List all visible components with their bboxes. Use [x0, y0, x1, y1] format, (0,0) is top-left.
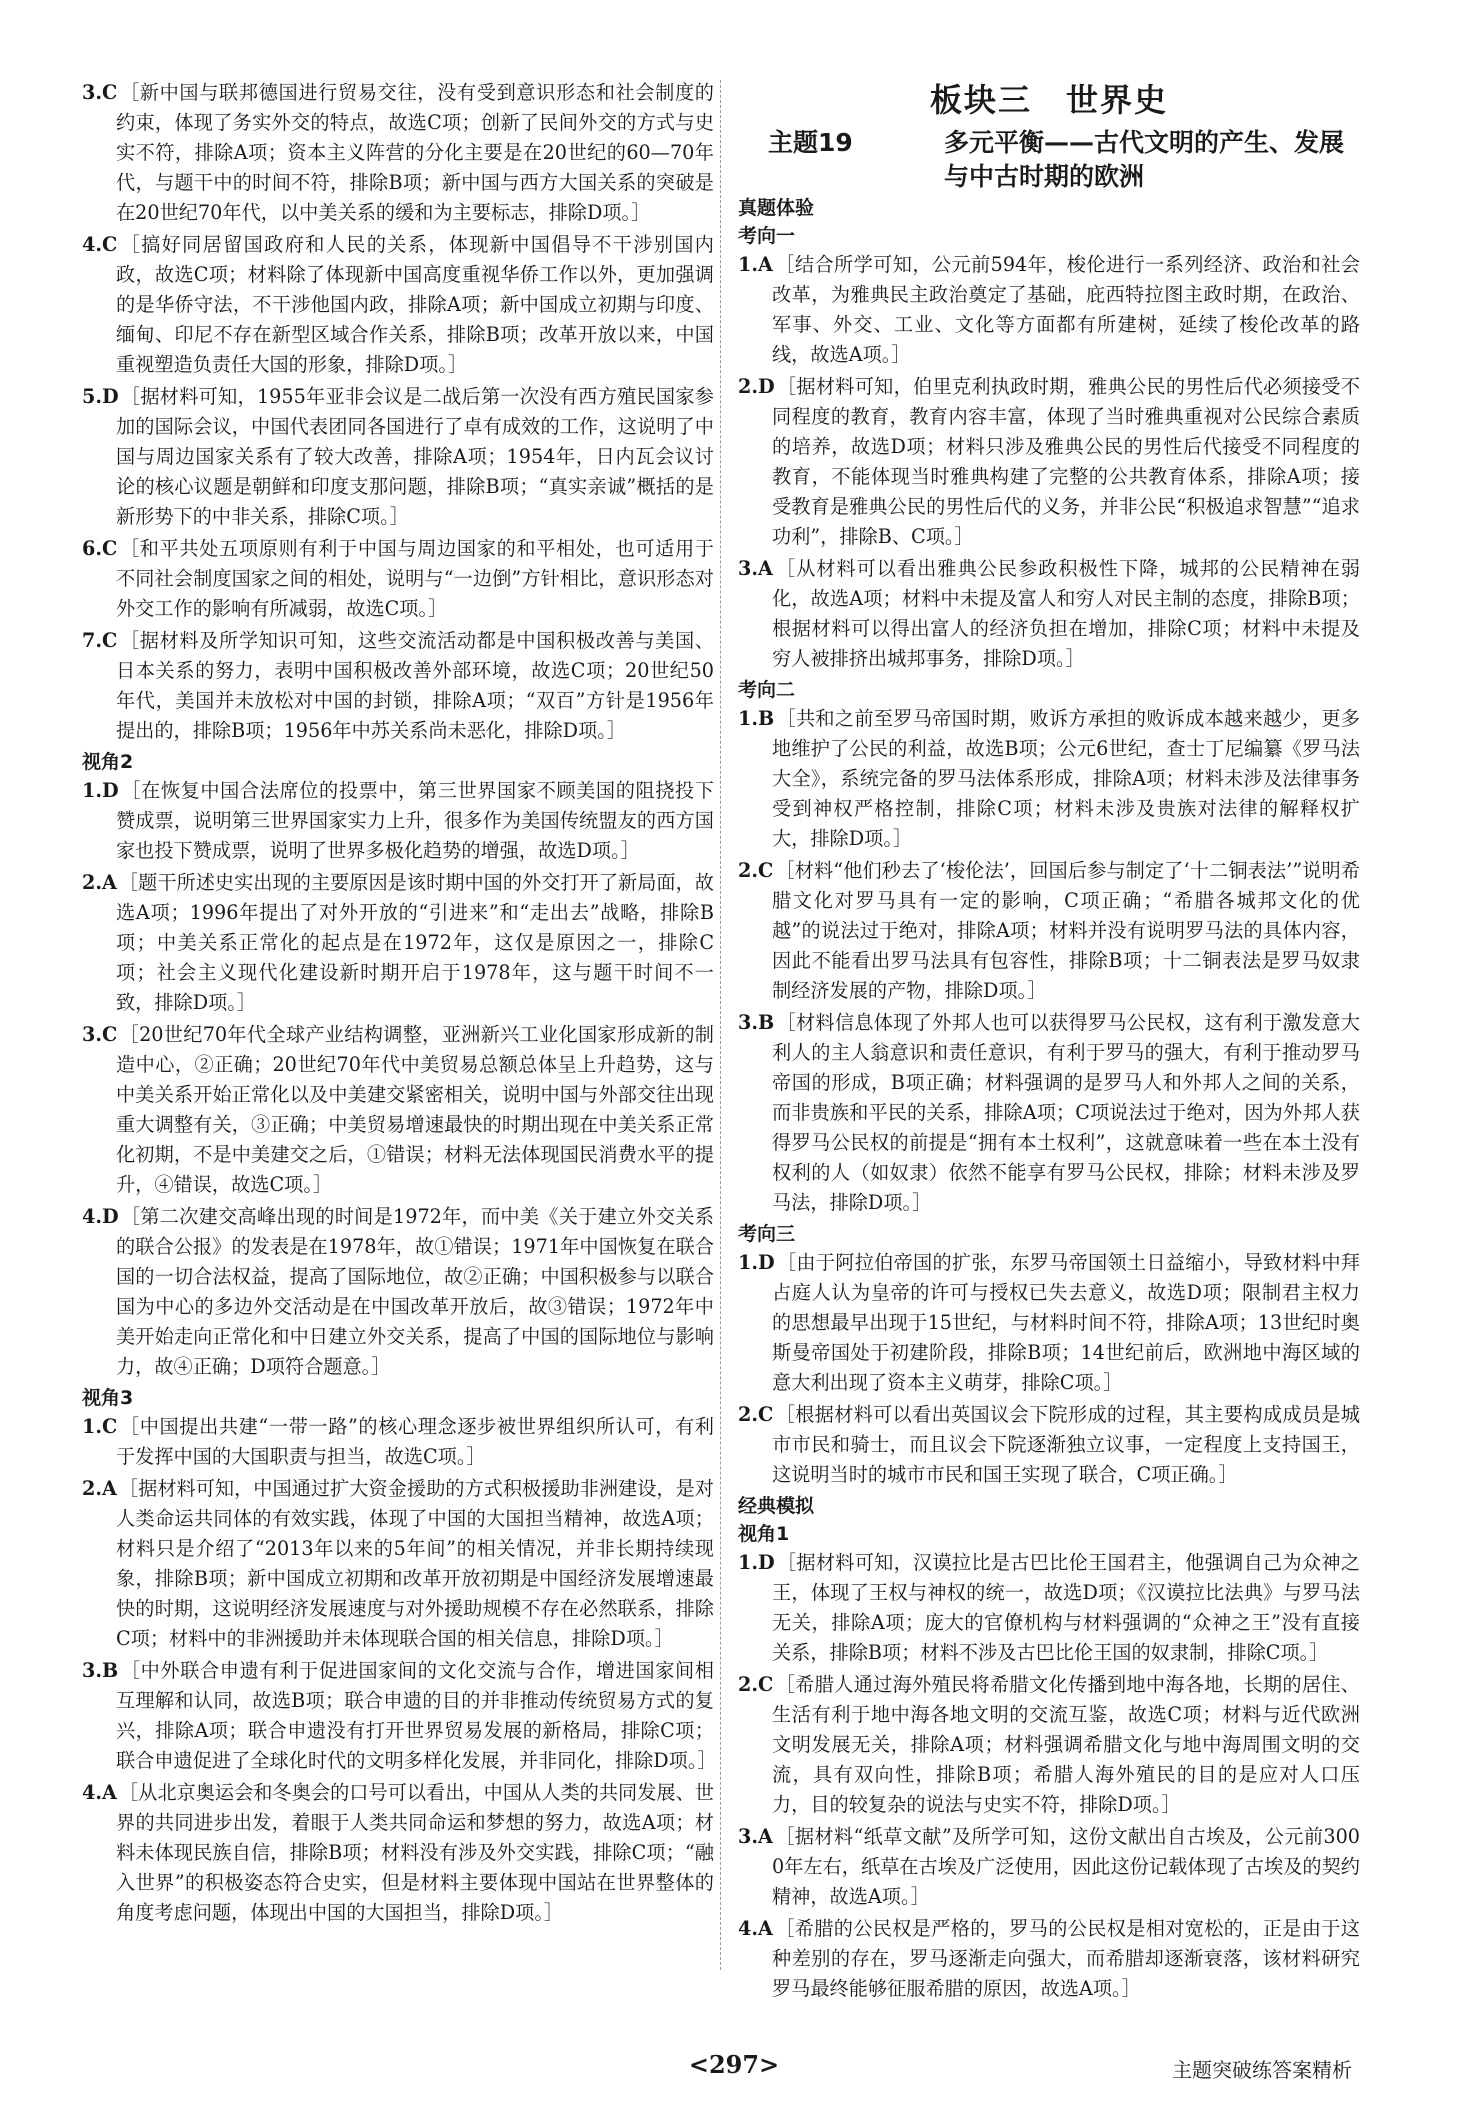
question-number: 6. [82, 537, 103, 560]
column-divider [720, 80, 721, 1970]
answer-letter: A [758, 1917, 773, 1940]
answer-list-shijiao1 [82, 78, 714, 746]
answer-list-shijiao3 [82, 1412, 717, 1928]
answer-item [82, 230, 714, 380]
answer-letter: C [102, 629, 118, 652]
answer-item [82, 1474, 714, 1654]
question-number: 4. [82, 1781, 103, 1804]
question-number: 2. [82, 1477, 103, 1500]
answer-item [738, 1914, 1360, 2004]
right-column [738, 78, 1360, 2006]
answer-explanation: ［材料“他们秒去了‘梭伦法’，回国后参与制定了‘十二铜表法’”说明希腊文化对罗马具有一定的影响，C项正确；“希腊各城邦文化的优越”的说法过于绝对，排除A项；材料并没有说明罗马法的具体内容，因此不能看出罗马法具有包容性，排除B项；十二铜表法是罗马奴隶制经济发展的产物，排除D项。］ [772, 859, 1360, 1002]
answer-item [738, 554, 1360, 674]
answer-item [738, 1822, 1360, 1912]
answer-explanation: ［在恢复中国合法席位的投票中，第三世界国家不顾美国的阻挠投下赞成票，说明第三世界国家实力上升，很多作为美国传统盟友的西方国家也投下赞成票，说明了世界多极化趋势的增强，故选D项。］ [116, 779, 714, 862]
answer-letter: C [102, 233, 118, 256]
question-number: 3. [82, 1023, 103, 1046]
answer-letter: A [758, 253, 773, 276]
answer-explanation: ［据材料可知，中国通过扩大资金援助的方式积极援助非洲建设，是对人类命运共同体的有效实践，体现了中国的大国担当精神，故选A项；材料只是介绍了“2013年以来的5年间”的相关情况，并非长期持续现象，排除B项；新中国成立初期和改革开放初期是中国经济发展增速最快的时期，这说明经济发展速度与对外援助规模不存在必然联系，排除C项；材料中的非洲援助并未体现联合国的相关信息，排除D项。］ [116, 1477, 714, 1650]
answer-item [738, 250, 1360, 370]
answer-item [82, 382, 714, 532]
answer-explanation: ［从北京奥运会和冬奥会的口号可以看出，中国从人类的共同发展、世界的共同进步出发，着眼于人类共同命运和梦想的努力，故选A项；材料未体现民族自信，排除B项；材料没有涉及外交实践，排除C项；“融入世界”的积极姿态符合史实，但是材料主要体现中国站在世界整体的角度考虑问题，体现出中国的大国担当，排除D项。］ [116, 1781, 714, 1924]
answer-item [738, 856, 1360, 1006]
answer-explanation: ［共和之前至罗马帝国时期，败诉方承担的败诉成本越来越少，更多地维护了公民的利益，故选B项；公元6世纪，查士丁尼编纂《罗马法大全》，系统完备的罗马法体系形成，排除A项；材料未涉及法律事务受到神权严格控制，排除C项；材料未涉及贵族对法律的解释权扩大，排除D项。］ [772, 707, 1360, 850]
question-number: 5. [82, 385, 103, 408]
answer-explanation: ［希腊的公民权是严格的，罗马的公民权是相对宽松的，正是由于这种差别的存在，罗马逐渐走向强大，而希腊却逐渐衰落，该材料研究罗马最终能够征服希腊的原因，故选A项。］ [772, 1917, 1360, 2000]
answer-explanation: ［据材料可知，伯里克利执政时期，雅典公民的男性后代必须接受不同程度的教育，教育内容丰富，体现了当时雅典重视对公民综合素质的培养，故选D项；材料只涉及雅典公民的男性后代接受不同程度的教育，不能体现当时雅典构建了完整的公共教育体系，排除A项；接受教育是雅典公民的男性后代的义务，并非公民“积极追求智慧”“追求功利”，排除B、C项。］ [772, 375, 1360, 548]
answer-item [82, 868, 714, 1018]
answer-letter: C [102, 81, 118, 104]
question-number: 1. [738, 253, 759, 276]
answer-item [738, 372, 1360, 552]
answer-explanation: ［材料信息体现了外邦人也可以获得罗马公民权，这有利于激发意大利人的主人翁意识和责任意识，有利于罗马的强大，有利于推动罗马帝国的形成，B项正确；材料强调的是罗马人和外邦人之间的关系，而非贵族和平民的关系，排除A项；C项说法过于绝对，因为外邦人获得罗马公民权的前提是“拥有本土权利”，这就意味着一些在本土没有权利的人（如奴隶）依然不能享有罗马公民权，排除；材料未涉及罗马法，排除D项。］ [772, 1011, 1360, 1214]
answer-item [82, 78, 714, 228]
question-number: 2. [82, 871, 103, 894]
question-number: 3. [738, 1825, 759, 1848]
answer-item [738, 1548, 1360, 1668]
answer-item [738, 1248, 1360, 1398]
topic-label: 主题19 [768, 128, 853, 157]
topic-heading [738, 126, 1360, 160]
question-number: 2. [738, 1673, 759, 1696]
topic-title-line1: 多元平衡——古代文明的产生、发展 [944, 128, 1345, 157]
topic-title-line2: 与中古时期的欧洲 [944, 162, 1145, 191]
answer-letter: A [758, 557, 773, 580]
block-title: 板块三 世界史 [929, 81, 1168, 119]
answer-item [82, 776, 714, 866]
subhead-shijiao1-right: 视角1 [738, 1523, 790, 1545]
answer-item [738, 1400, 1360, 1490]
section-zhenti: 真题体验 [738, 197, 815, 219]
section-jingdian: 经典模拟 [738, 1495, 815, 1517]
answer-list-kaoxiang1 [738, 250, 1360, 674]
topic-heading-cont [738, 160, 1360, 194]
answer-letter: C [102, 1415, 118, 1438]
answer-letter: C [758, 1673, 774, 1696]
question-number: 3. [82, 81, 103, 104]
answer-letter: D [102, 385, 119, 408]
answer-explanation: ［据材料可知，1955年亚非会议是二战后第一次没有西方殖民国家参加的国际会议，中国代表团同各国进行了卓有成效的工作，这说明了中国与周边国家关系有了较大改善，排除A项；1954年，日内瓦会议讨论的核心议题是朝鲜和印度支那问题，排除B项；“真实亲诚”概括的是新形势下的中非关系，排除C项。］ [116, 385, 714, 528]
answer-letter: A [102, 871, 117, 894]
answer-letter: C [758, 1403, 774, 1426]
answer-item [82, 1778, 714, 1928]
answer-list-kaoxiang2 [738, 704, 1360, 1218]
answer-letter: D [102, 1205, 119, 1228]
answer-item [82, 1412, 714, 1472]
subhead-kaoxiang2: 考向二 [738, 679, 796, 701]
question-number: 3. [738, 1011, 759, 1034]
answer-explanation: ［希腊人通过海外殖民将希腊文化传播到地中海各地，长期的居住、生活有利于地中海各地文明的交流互鉴，故选C项；材料与近代欧洲文明发展无关，排除A项；材料强调希腊文化与地中海周围文明的交流，具有双向性，排除B项；希腊人海外殖民的目的是应对人口压力，目的较复杂的说法与史实不符，排除D项。］ [772, 1673, 1360, 1816]
answer-explanation: ［据材料及所学知识可知，这些交流活动都是中国积极改善与美国、日本关系的努力，表明中国积极改善外部环境，故选C项；20世纪50年代，美国并未放松对中国的封锁，排除A项；“双百”方针是1956年提出的，排除B项；1956年中苏关系尚未恶化，排除D项。］ [116, 629, 714, 742]
answer-explanation: ［由于阿拉伯帝国的扩张，东罗马帝国领土日益缩小，导致材料中拜占庭人认为皇帝的许可与授权已失去意义，故选D项；限制君主权力的思想最早出现于15世纪，与材料时间不符，排除A项；13世纪时奥斯曼帝国处于初建阶段，排除B项；14世纪前后，欧洲地中海区域的意大利出现了资本主义萌芽，排除C项。］ [772, 1251, 1360, 1394]
question-number: 3. [82, 1659, 103, 1682]
answer-explanation: ［搞好同居留国政府和人民的关系，体现新中国倡导不干涉别国内政，故选C项；材料除了体现新中国高度重视华侨工作以外，更加强调的是华侨守法，不干涉他国内政，排除A项；新中国成立初期与印度、缅甸、印尼不存在新型区域合作关系，排除B项；改革开放以来，中国重视塑造负责任大国的形象，排除D项。］ [116, 233, 714, 376]
subhead-shijiao3: 视角3 [82, 1387, 134, 1409]
question-number: 1. [82, 779, 103, 802]
answer-letter: D [758, 1251, 775, 1274]
answer-explanation: ［和平共处五项原则有利于中国与周边国家的和平相处，也可适用于不同社会制度国家之间的相处，说明与“一边倒”方针相比，意识形态对外交工作的影响有所减弱，故选C项。］ [116, 537, 714, 620]
question-number: 2. [738, 859, 759, 882]
answer-explanation: ［新中国与联邦德国进行贸易交往，没有受到意识形态和社会制度的约束，体现了务实外交的特点，故选C项；创新了民间外交的方式与史实不符，排除A项；资本主义阵营的分化主要是在20世纪的60—70年代，与题干中的时间不符，排除B项；新中国与西方大国关系的突破是在20世纪70年代，以中美关系的缓和为主要标志，排除D项。］ [116, 81, 714, 224]
subhead-shijiao2: 视角2 [82, 751, 134, 773]
question-number: 4. [82, 233, 103, 256]
answer-list-shijiao2 [82, 776, 714, 1382]
question-number: 1. [82, 1415, 103, 1438]
answer-item [82, 1656, 717, 1776]
question-number: 1. [738, 1551, 759, 1574]
answer-letter: B [758, 707, 775, 730]
answer-explanation: ［据材料“纸草文献”及所学可知，这份文献出自古埃及，公元前3000年左右，纸草在古埃及广泛使用，因此这份记载体现了古埃及的契约精神，故选A项。］ [772, 1825, 1360, 1908]
answer-item [738, 1670, 1360, 1820]
answer-explanation: ［中国提出共建“一带一路”的核心理念逐步被世界组织所认可，有利于发挥中国的大国职责与担当，故选C项。］ [116, 1415, 714, 1468]
answer-letter: A [102, 1781, 117, 1804]
answer-explanation: ［根据材料可以看出英国议会下院形成的过程，其主要构成成员是城市市民和骑士，而且议会下院逐渐独立议事，一定程度上支持国王，这说明当时的城市市民和国王实现了联合，C项正确。］ [772, 1403, 1360, 1486]
answer-explanation: ［第二次建交高峰出现的时间是1972年，而中美《关于建立外交关系的联合公报》的发表是在1978年，故①错误；1971年中国恢复在联合国的一切合法权益，提高了国际地位，故②正确；中国积极参与以联合国为中心的多边外交活动是在中国改革开放后，故③错误；1972年中美开始走向正常化和中日建立外交关系，提高了中国的国际地位与影响力，故④正确；D项符合题意。］ [116, 1205, 714, 1378]
answer-letter: D [102, 779, 119, 802]
answer-item [82, 534, 714, 624]
question-number: 7. [82, 629, 103, 652]
topic-label-spacer [738, 160, 944, 194]
book-title: 主题突破练答案精析 [1172, 2058, 1352, 2082]
answer-letter: C [758, 859, 774, 882]
answer-item [738, 1008, 1360, 1218]
answer-letter: D [758, 375, 775, 398]
answer-item [82, 1202, 714, 1382]
question-number: 4. [82, 1205, 103, 1228]
question-number: 1. [738, 1251, 759, 1274]
answer-letter: B [758, 1011, 775, 1034]
question-number: 4. [738, 1917, 759, 1940]
answer-list-kaoxiang3 [738, 1248, 1360, 1490]
answer-explanation: ［结合所学可知，公元前594年，梭伦进行一系列经济、政治和社会改革，为雅典民主政治奠定了基础，庇西特拉图主政时期，在政治、军事、外交、工业、文化等方面都有所建树，延续了梭伦改革的路线，故选A项。］ [772, 253, 1360, 366]
answer-explanation: ［从材料可以看出雅典公民参政积极性下降，城邦的公民精神在弱化，故选A项；材料中未提及富人和穷人对民主制的态度，排除B项；根据材料可以得出富人的经济负担在增加，排除C项；材料中未提及穷人被排挤出城邦事务，排除D项。］ [772, 557, 1360, 670]
answer-explanation: ［20世纪70年代全球产业结构调整，亚洲新兴工业化国家形成新的制造中心，②正确；20世纪70年代中美贸易总额总体呈上升趋势，这与中美关系开始正常化以及中美建交紧密相关，说明中国与外部交往出现重大调整有关，③正确；中美贸易增速最快的时期出现在中美关系正常化初期，不是中美建交之后，①错误；材料无法体现国民消费水平的提升，④错误，故选C项。］ [116, 1023, 714, 1196]
answer-letter: B [102, 1659, 119, 1682]
answer-letter: C [102, 537, 118, 560]
answer-list-shijiao1-right [738, 1548, 1360, 2004]
answer-item [82, 1020, 714, 1200]
question-number: 1. [738, 707, 759, 730]
question-number: 3. [738, 557, 759, 580]
answer-letter: D [758, 1551, 775, 1574]
left-column [82, 78, 717, 1930]
question-number: 2. [738, 375, 759, 398]
answer-explanation: ［题干所述史实出现的主要原因是该时期中国的外交打开了新局面，故选A项；1996年提出了对外开放的“引进来”和“走出去”战略，排除B项；中美关系正常化的起点是在1972年，这仅是原因之一，排除C项；社会主义现代化建设新时期开启于1978年，这与题干时间不一致，排除D项。］ [116, 871, 714, 1014]
answer-letter: A [102, 1477, 117, 1500]
subhead-kaoxiang1: 考向一 [738, 225, 796, 247]
page-number: <297> [688, 2050, 780, 2079]
answer-explanation: ［据材料可知，汉谟拉比是古巴比伦王国君主，他强调自己为众神之王，体现了王权与神权的统一，故选D项；《汉谟拉比法典》与罗马法无关，排除A项；庞大的官僚机构与材料强调的“众神之王”没有直接关系，排除B项；材料不涉及古巴比伦王国的奴隶制，排除C项。］ [772, 1551, 1360, 1664]
answer-item [738, 704, 1360, 854]
subhead-kaoxiang3: 考向三 [738, 1223, 796, 1245]
answer-letter: A [758, 1825, 773, 1848]
answer-item [82, 626, 714, 746]
answer-letter: C [102, 1023, 118, 1046]
answer-explanation: ［中外联合申遗有利于促进国家间的文化交流与合作，增进国家间相互理解和认同，故选B项；联合申遗的目的并非推动传统贸易方式的复兴，排除A项；联合申遗没有打开世界贸易发展的新格局，排除C项；联合申遗促进了全球化时代的文明多样化发展，并非同化，排除D项。］ [116, 1659, 717, 1772]
question-number: 2. [738, 1403, 759, 1426]
